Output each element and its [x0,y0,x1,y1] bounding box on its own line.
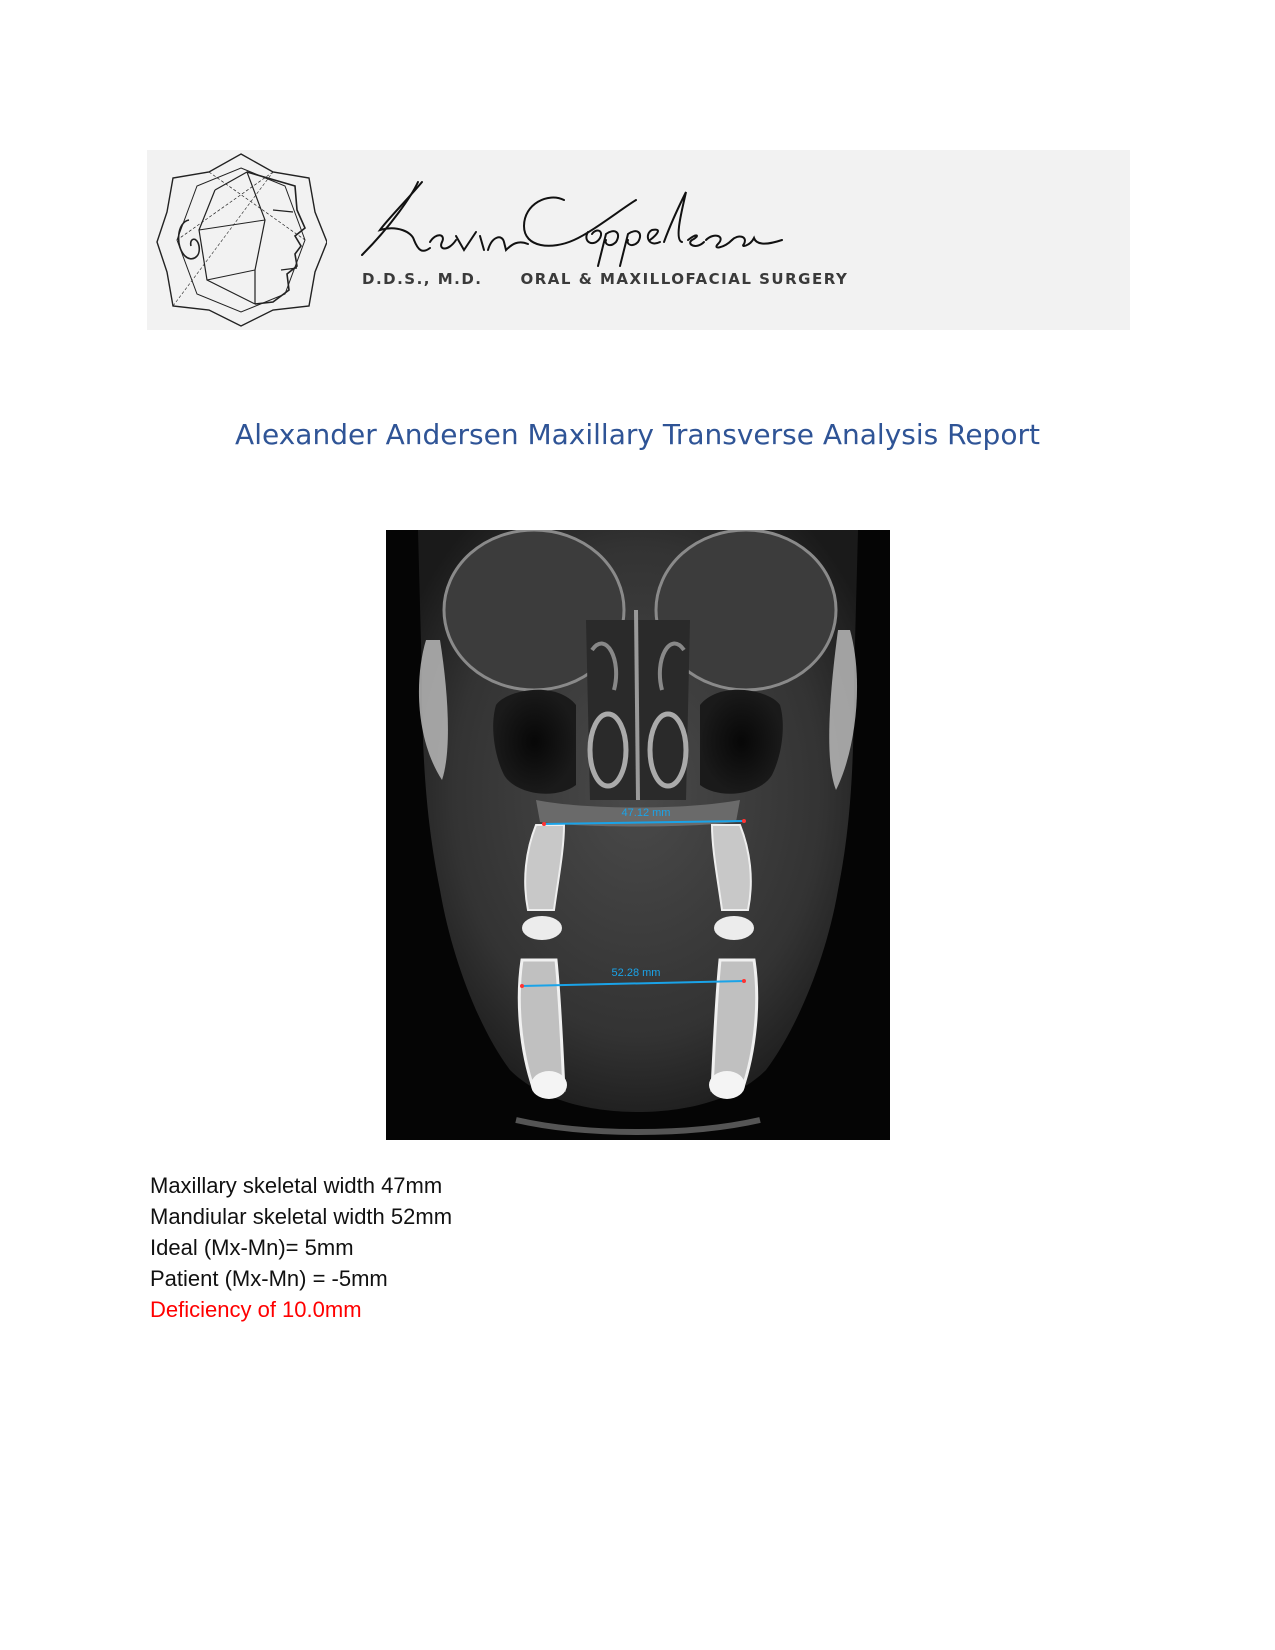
patient-difference-line: Patient (Mx-Mn) = -5mm [150,1266,388,1291]
geometric-face-profile-icon [155,150,327,330]
ideal-difference-line: Ideal (Mx-Mn)= 5mm [150,1235,354,1260]
credentials-line [362,270,848,288]
maxillary-width-line: Maxillary skeletal width 47mm [150,1173,443,1198]
credentials-specialty: ORAL & MAXILLOFACIAL SURGERY [520,270,849,288]
signature-logo [352,170,792,270]
credentials-degrees: D.D.S., M.D. [362,270,483,288]
report-title: Alexander Andersen Maxillary Transverse Analysis Report [235,418,1040,451]
ct-scan-image [386,530,890,1140]
ct-scan-drawing [386,530,890,1140]
mandibular-width-line: Mandiular skeletal width 52mm [150,1204,453,1229]
mandibular-measurement-label: 52.28 mm [611,967,661,979]
deficiency-line: Deficiency of 10.0mm [150,1297,362,1322]
findings-list [150,1170,452,1325]
maxillary-measurement-label: 47.12 mm [621,807,671,819]
letterhead-banner [147,150,1130,330]
